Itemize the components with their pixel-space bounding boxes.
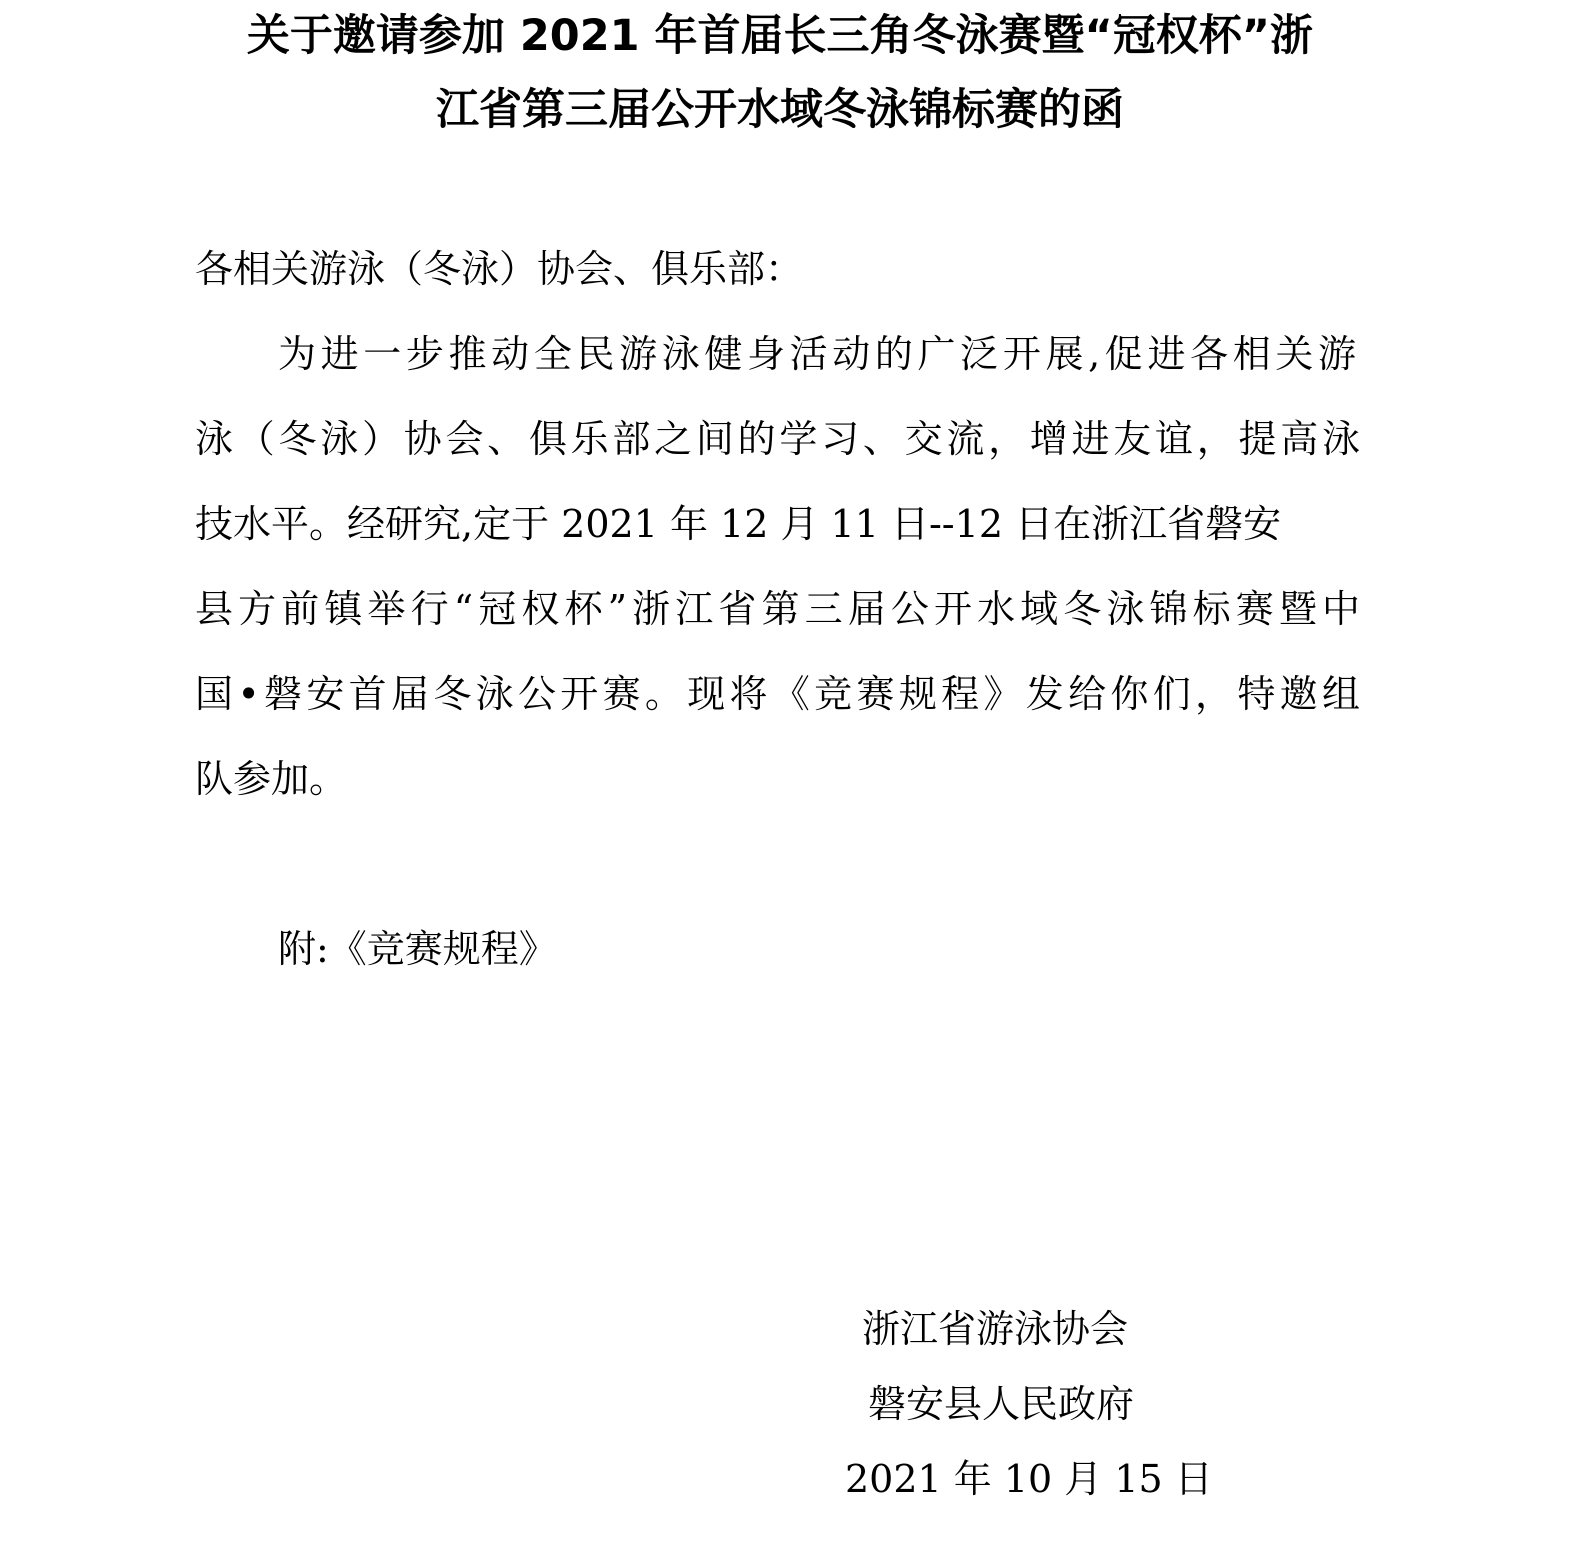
- signature-org-zhejiang-swimming-association: 浙江省游泳协会: [862, 1307, 1129, 1351]
- body-line-3: 技水平。经研究,定于 2021 年 12 月 11 日--12 日在浙江省磐安: [195, 502, 1282, 546]
- body-line-6: 队参加。: [195, 757, 348, 801]
- attachment-note: 附:《竞赛规程》: [278, 927, 557, 971]
- salutation: 各相关游泳（冬泳）协会、俱乐部：: [195, 247, 804, 291]
- document-title-line-1: 关于邀请参加 2021 年首届长三角冬泳赛暨“冠权杯”浙: [246, 11, 1314, 61]
- body-line-2: 泳（冬泳）协会、俱乐部之间的学习、交流，增进友谊，提高泳: [195, 417, 1360, 461]
- body-line-4: 县方前镇举行“冠权杯”浙江省第三届公开水域冬泳锦标赛暨中: [195, 587, 1360, 631]
- signature-date: 2021 年 10 月 15 日: [845, 1457, 1213, 1501]
- signature-org-panan-county-government: 磐安县人民政府: [868, 1382, 1135, 1426]
- document-title-line-2: 江省第三届公开水域冬泳锦标赛的函: [436, 85, 1124, 135]
- body-line-1: 为进一步推动全民游泳健身活动的广泛开展,促进各相关游: [278, 332, 1356, 376]
- body-line-5: 国•磐安首届冬泳公开赛。现将《竞赛规程》发给你们，特邀组: [195, 672, 1360, 716]
